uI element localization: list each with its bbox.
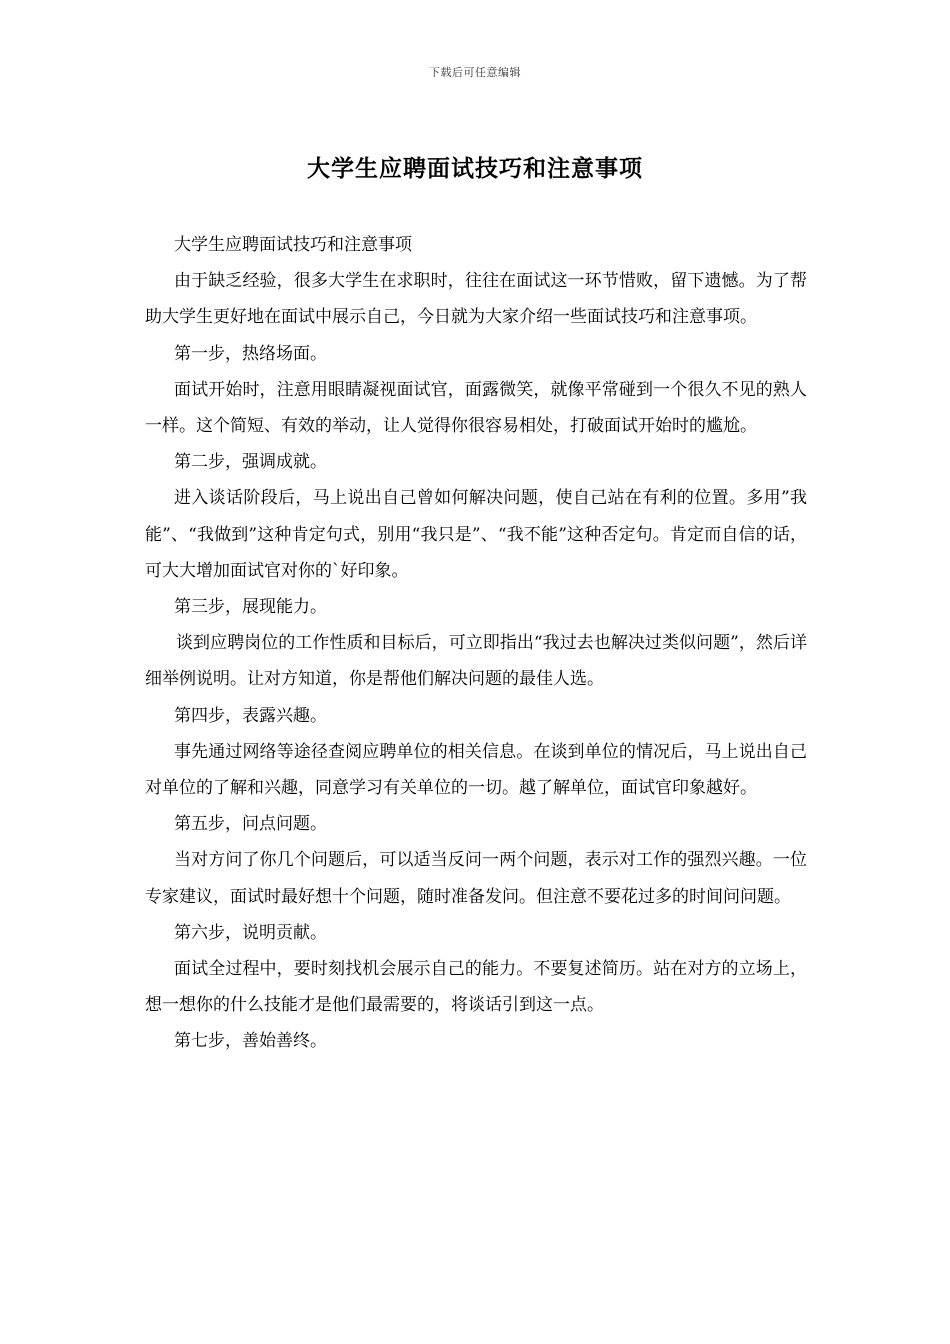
step-heading-6: 第六步，说明贡献。 [174, 922, 327, 943]
paragraph-step-6: 面试全过程中，要时刻找机会展示自己的能力。不要复述简历。站在对方的立场上，想一想你的什么技能才是他们最需要的，将谈话引到这一点。 [145, 959, 807, 1016]
step-heading-4: 第四步，表露兴趣。 [174, 705, 327, 726]
document-body [145, 227, 807, 1060]
document-title: 大学生应聘面试技巧和注意事项 [307, 155, 643, 182]
paragraph-step-2: 进入谈话阶段后，马上说出自己曾如何解决问题，使自己站在有利的位置。多用”我能”、“我做到”这种肯定句式，别用“我只是”、“我不能”这种否定句。肯定而自信的话，可大大增加面试官对你的`好印象。 [145, 488, 807, 581]
paragraph-step-4: 事先通过网络等途径查阅应聘单位的相关信息。在谈到单位的情况后，马上说出自己对单位的了解和兴趣，同意学习有关单位的一切。越了解单位，面试官印象越好。 [145, 741, 807, 799]
step-heading-5: 第五步，问点问题。 [174, 814, 327, 835]
paragraph-subtitle: 大学生应聘面试技巧和注意事项 [174, 235, 412, 255]
paragraph-step-3: 谈到应聘岗位的工作性质和目标后，可立即指出“我过去也解决过类似问题”，然后详细举例说明。让对方知道，你是帮他们解决问题的最佳人选。 [145, 633, 807, 690]
step-heading-2: 第二步，强调成就。 [174, 452, 327, 473]
paragraph-step-1: 面试开始时，注意用眼睛凝视面试官，面露微笑，就像平常碰到一个很久不见的熟人一样。这个简短、有效的举动，让人觉得你很容易相处，打破面试开始时的尴尬。 [145, 379, 807, 437]
step-heading-7: 第七步，善始善终。 [174, 1031, 327, 1052]
page-header: 下载后可任意编辑 [429, 66, 521, 79]
paragraph-intro: 由于缺乏经验，很多大学生在求职时，往往在面试这一环节惜败，留下遗憾。为了帮助大学生更好地在面试中展示自己，今日就为大家介绍一些面试技巧和注意事项。 [145, 271, 807, 328]
paragraph-step-5: 当对方问了你几个问题后，可以适当反问一两个问题，表示对工作的强烈兴趣。一位专家建议，面试时最好想十个问题，随时准备发问。但注意不要花过多的时间问问题。 [145, 850, 807, 907]
step-heading-1: 第一步，热络场面。 [174, 343, 327, 364]
step-heading-3: 第三步，展现能力。 [174, 597, 327, 618]
